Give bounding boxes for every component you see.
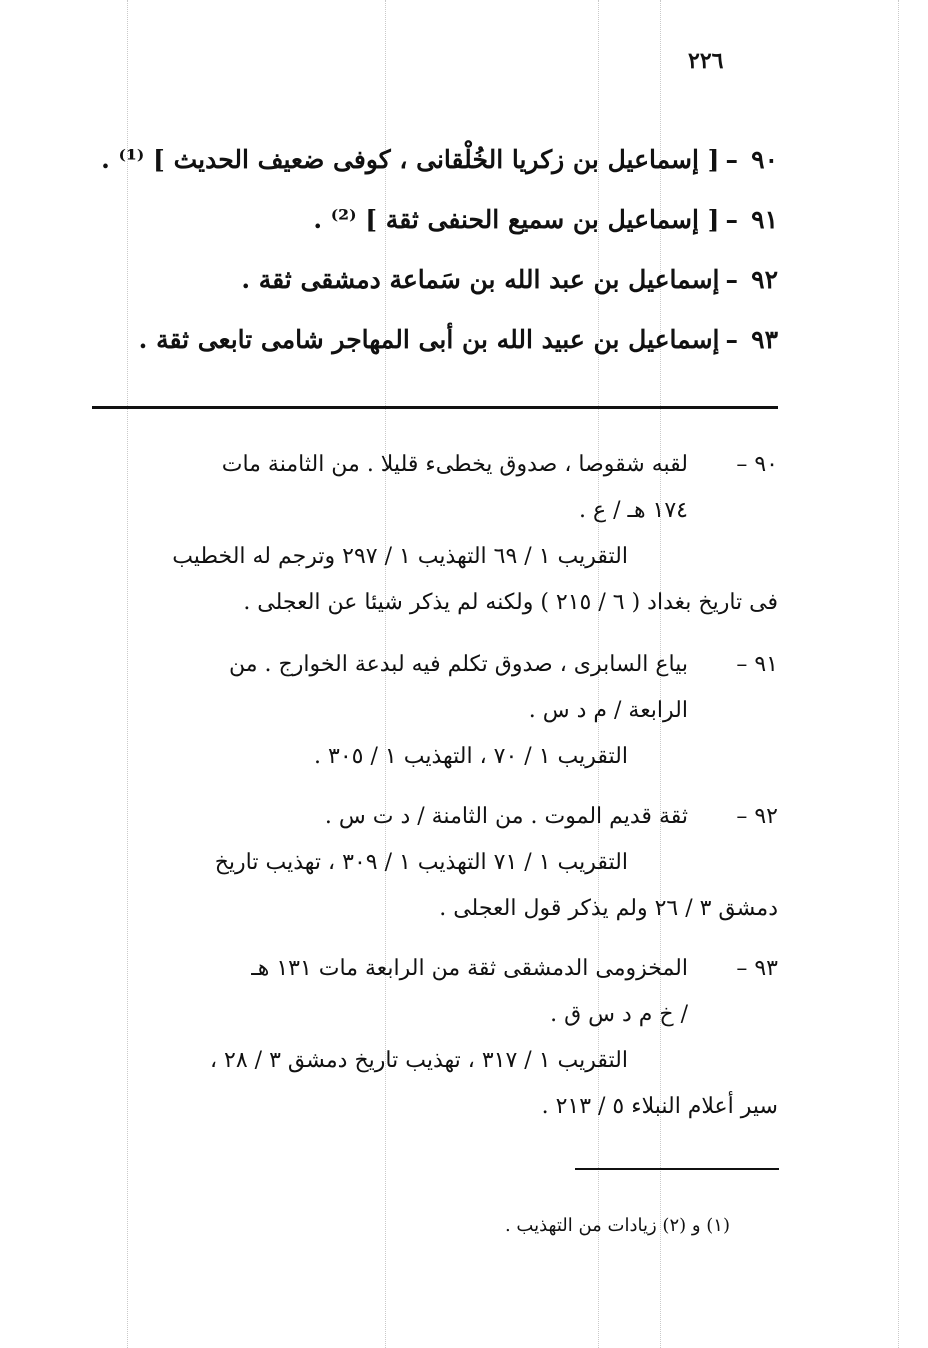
note-continuation: الرابعة / م د س .: [528, 698, 688, 723]
note-91: [92, 642, 778, 780]
entry-93: [139, 320, 778, 360]
entry-text: [ إسماعيل بن زكريا الخُلْقانى ، كوفى ضعيف الحديث ] ⁽¹⁾ .: [101, 145, 720, 174]
entry-number: ٩٢: [751, 265, 778, 294]
note-reference: التقريب ١ / ٧٠ ، التهذيب ١ / ٣٠٥ .: [314, 744, 628, 769]
note-number: ٩٢ –: [736, 804, 778, 829]
entry-text: [ إسماعيل بن سميع الحنفى ثقة ] ⁽²⁾ .: [313, 205, 720, 234]
entry-90: [101, 140, 778, 180]
note-text: ثقة قديم الموت . من الثامنة / د ت س .: [324, 804, 688, 829]
note-text: بياع السابرى ، صدوق تكلم فيه لبدعة الخوارج . من: [229, 652, 688, 677]
entry-number: ٩٣: [751, 325, 778, 354]
note-number: ٩٠ –: [736, 452, 778, 477]
entry-dash: –: [725, 205, 738, 234]
entry-dash: –: [725, 265, 738, 294]
entry-number: ٩٠: [751, 145, 778, 174]
entry-text: إسماعيل بن عبيد الله بن أبى المهاجر شامى تابعى ثقة .: [138, 325, 720, 354]
note-reference: سير أعلام النبلاء ٥ / ٢١٣ .: [541, 1094, 778, 1119]
note-continuation: ١٧٤ هـ / ع .: [578, 498, 688, 523]
entry-92: [241, 260, 778, 300]
entry-dash: –: [725, 325, 738, 354]
note-92: [92, 794, 778, 932]
note-continuation: / خ م د س ق .: [550, 1002, 688, 1027]
footnote-divider: [575, 1168, 779, 1170]
note-number: ٩٣ –: [736, 956, 778, 981]
note-text: المخزومى الدمشقى ثقة من الرابعة مات ١٣١ هـ: [251, 956, 688, 981]
section-divider: [92, 406, 778, 409]
entry-text: إسماعيل بن عبد الله بن سَماعة دمشقى ثقة .: [241, 265, 720, 294]
note-reference: التقريب ١ / ٦٩ التهذيب ١ / ٢٩٧ وترجم له الخطيب: [172, 544, 628, 569]
scan-guide-line: [898, 0, 899, 1348]
note-reference: التقريب ١ / ٧١ التهذيب ١ / ٣٠٩ ، تهذيب تاريخ: [214, 850, 628, 875]
note-93: [92, 946, 778, 1130]
note-number: ٩١ –: [736, 652, 778, 677]
note-text: لقبه شقوصا ، صدوق يخطىء قليلا . من الثامنة مات: [221, 452, 688, 477]
note-90: [92, 442, 778, 626]
footnote: (١) و (٢) زيادات من التهذيب .: [504, 1215, 730, 1236]
entry-number: ٩١: [751, 205, 778, 234]
entry-dash: –: [725, 145, 738, 174]
note-reference: فى تاريخ بغداد ( ٦ / ٢١٥ ) ولكنه لم يذكر شيئا عن العجلى .: [243, 590, 778, 615]
page-number: ٢٢٦: [688, 48, 724, 74]
entry-91: [313, 200, 778, 240]
note-reference: دمشق ٣ / ٢٦ ولم يذكر قول العجلى .: [439, 896, 778, 921]
note-reference: التقريب ١ / ٣١٧ ، تهذيب تاريخ دمشق ٣ / ٢٨ ،: [209, 1048, 628, 1073]
